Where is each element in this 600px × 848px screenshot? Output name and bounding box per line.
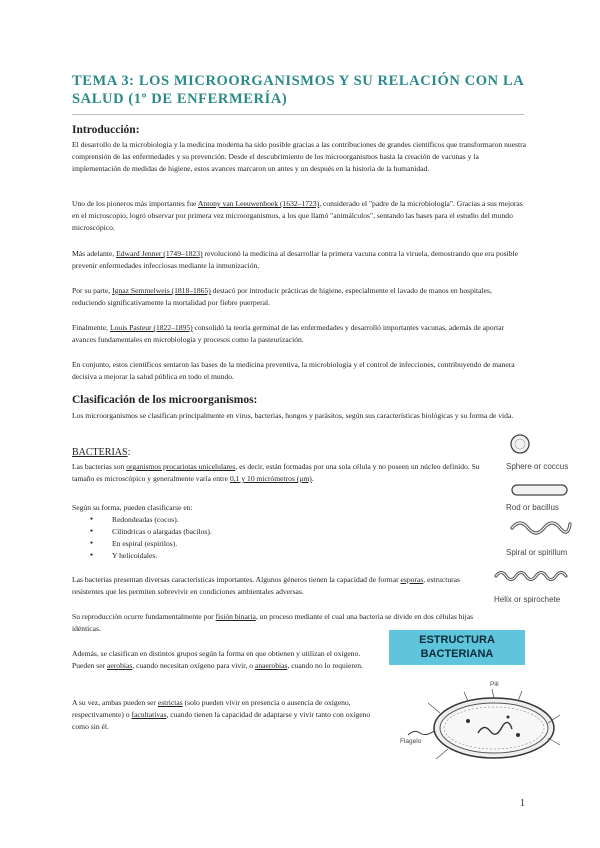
leeuwenhoek-link[interactable]: Antony van Leeuwenhoek (1632–1723)	[197, 199, 320, 208]
bacteria-paragraph-4: Además, se clasifican en distintos grupos según la forma en que obtienen y utilizan el oxígeno. Pueden ser aerobias, cuando necesitan oxígeno para vivir, o anaerobias, cuando no lo requieren.	[72, 649, 363, 670]
page-number: 1	[520, 798, 525, 809]
intro-paragraph-4: Por su parte, Ignaz Semmelweis (1818–1865) destacó por introducir prácticas de higiene, especialmente el lavado de manos en hospitales, reduciendo significativamente la mortalidad por fiebre puerperal.	[72, 286, 492, 307]
coccus-shape	[511, 435, 529, 453]
classification-heading: Clasificación de los microorganismos:	[72, 394, 258, 406]
structure-title-box: ESTRUCTURA BACTERIANA	[389, 630, 525, 665]
aerobias-link[interactable]: aerobias	[107, 661, 133, 670]
intro-paragraph-6: En conjunto, estos científicos sentaron las bases de la medicina preventiva, la microbiología y el control de infecciones, contribuyendo de manera decisiva a mejorar la salud pública en todo el mundo.	[72, 360, 515, 381]
intro-paragraph-2: Uno de los pioneros más importantes fue Antony van Leeuwenhoek (1632–1723), considerado el "padre de la microbiología". Gracias a sus mejoras en el microscopio, logró observar por primera vez microorganismos, a los que llamó "animálculos", sentando las bases para el estudio del mundo microscópico.	[72, 199, 523, 232]
bacterial-structure-diagram	[398, 683, 573, 773]
esporas-link[interactable]: esporas	[400, 575, 424, 584]
bacteria-paragraph-3: Su reproducción ocurre fundamentalmente por fisión binaria, un proceso mediante el cual una bacteria se divide en dos células hijas idénticas.	[72, 612, 474, 633]
bacteria-paragraph-2: Las bacterias presentan diversas características importantes. Algunos géneros tienen la capacidad de formar esporas, estructuras resistentes que les permiten sobrevivir en condiciones ambientales adversas.	[72, 575, 460, 596]
bacteria-heading: BACTERIAS:	[72, 447, 131, 458]
pasteur-link[interactable]: Louis Pasteur (1822–1895)	[109, 323, 193, 332]
page-title: TEMA 3: LOS MICROORGANISMOS Y SU RELACIÓN CON LA SALUD (1º DE ENFERMERÍA)	[72, 73, 524, 107]
spirochete-caption: Helix or spirochete	[494, 595, 561, 604]
procariotas-link[interactable]: organismos procariotas unicelulares	[126, 462, 236, 471]
title-divider	[72, 114, 524, 115]
list-item: ● En espiral (espirilos).	[90, 538, 350, 550]
list-item: ● Redondeadas (cocos).	[90, 514, 350, 526]
estrictas-link[interactable]: estrictas	[157, 698, 183, 707]
list-item: ● Cilíndricas o alargadas (bacilos).	[90, 526, 350, 538]
intro-paragraph-1: El desarrollo de la microbiología y la medicina moderna ha sido posible gracias a las contribuciones de grandes científicos que transformaron nuestra comprensión de las enfermedades y su prevención. Desde el descubrimiento de los microorganismos hasta la creación de vacunas y la implementación de medidas de higiene, estos avances marcaron un antes y un después en la historia de la humanidad.	[72, 140, 526, 173]
micrometros-link[interactable]: 0,1 y 10 micrómetros (μm)	[229, 474, 312, 483]
spirillum-caption: Spiral or spirillum	[506, 548, 568, 557]
intro-heading: Introducción:	[72, 124, 140, 136]
bacillus-shape	[512, 485, 567, 495]
bacteria-paragraph-1: Las bacterias son organismos procariotas unicelulares, es decir, están formadas por una sola célula y no poseen un núcleo definido. Su tamaño es microscópico y generalmente varía entre 0,1 y 10 micrómetros (μm).	[72, 462, 480, 483]
anaerobias-link[interactable]: anaerobias	[254, 661, 288, 670]
intro-paragraph-3: Más adelante, Edward Jenner (1749–1823) revolucionó la medicina al desarrollar la primera vacuna contra la viruela, demostrando que era posible prevenir enfermedades infecciosas mediante la inmunización.	[72, 249, 518, 270]
bacteria-shapes-figure	[490, 430, 580, 610]
semmelweis-link[interactable]: Ignaz Semmelweis (1818–1865)	[112, 286, 211, 295]
jenner-link[interactable]: Edward Jenner (1749–1823)	[116, 249, 203, 258]
shape-list	[90, 514, 350, 562]
shape-intro: Según su forma, pueden clasificarse en:	[72, 503, 193, 512]
intro-paragraph-5: Finalmente, Louis Pasteur (1822–1895) consolidó la teoría germinal de las enfermedades y desarrolló importantes vacunas, además de aportar avances fundamentales en microbiología y procesos como la pasteurización.	[72, 323, 505, 344]
facultativas-link[interactable]: facultativas	[131, 710, 167, 719]
bacillus-caption: Rod or bacillus	[506, 503, 559, 512]
flagelo-label: Flagelo	[400, 738, 422, 745]
pili-label: Pili	[490, 681, 499, 688]
fision-binaria-link[interactable]: fisión binaria	[215, 612, 256, 621]
list-item: ● Y helicoidales.	[90, 550, 350, 562]
classification-paragraph: Los microorganismos se clasifican principalmente en virus, bacterias, hongos y parásitos, según sus características biológicas y su forma de vida.	[72, 411, 514, 420]
coccus-caption: Sphere or coccus	[506, 462, 569, 471]
bacteria-paragraph-5: A su vez, ambas pueden ser estrictas (solo pueden vivir en presencia o ausencia de oxígeno, respectivamente) o facultativas, cuando tienen la capacidad de adaptarse y vivir tanto con oxígeno como sin él.	[72, 698, 371, 731]
